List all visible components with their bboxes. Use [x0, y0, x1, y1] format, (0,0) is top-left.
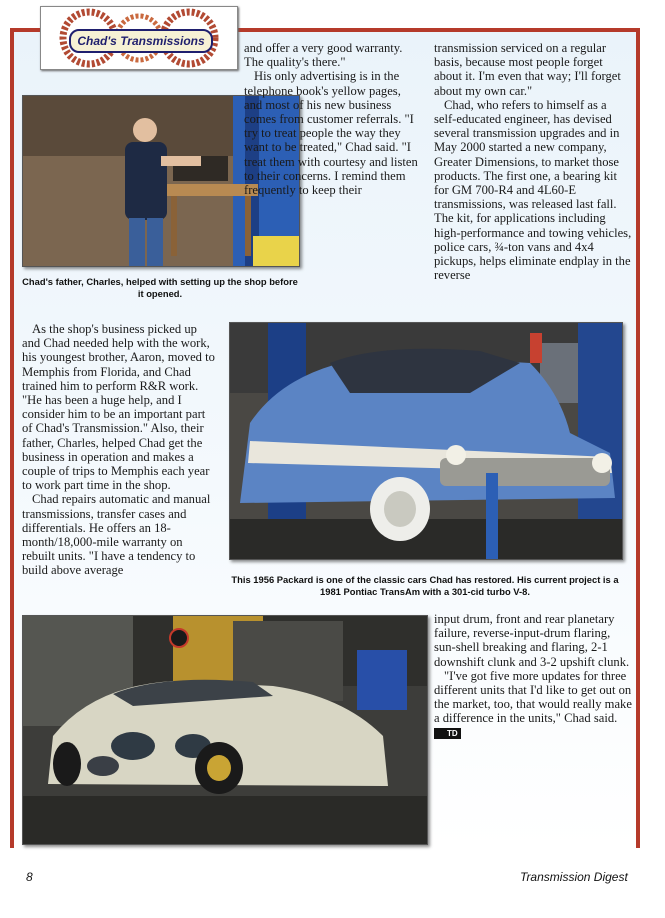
article-column-bottom-right [434, 612, 632, 740]
photo-transam [22, 615, 428, 845]
photo-packard [229, 322, 623, 560]
paragraph: and offer a very good warranty. The quality's there." [244, 41, 403, 70]
paragraph: Chad, who refers to himself as a self-educated engineer, has devised several transmission upgrades and in May 2000 started a new company, Greater Dimensions, to market those products. The first one, a bearing kit for GM 700-R4 and 4L60-E transmissions, was released last fall. The kit, for applications including high-performance and towing vehicles, police cars, ¾-ton vans and 4x4 pickups, helps eliminate endplay in the reverse [434, 97, 632, 283]
article-column-left [22, 322, 218, 578]
paragraph: As the shop's business picked up and Chad needed help with the work, his youngest brother, Aaron, moved to Memphis from Florida, and Chad trained him to perform R&R work. "He has been a huge help, and I consider him to be an important part of Chad's Transmission." Also, their father, Charles, helped Chad get the business in operation and makes a couple of trips to Memphis each year to work part time in the shop. [22, 322, 215, 493]
publication-name: Transmission Digest [520, 870, 628, 884]
transam-car-illustration [23, 616, 427, 844]
packard-car-illustration [230, 323, 622, 559]
paragraph [434, 669, 632, 740]
paragraph: transmission serviced on a regular basis, because most people forget about it. I'm even that way; I'll forget about my own car." [434, 41, 621, 98]
chads-transmissions-logo [40, 6, 238, 70]
paragraph: input drum, front and rear planetary failure, reverse-input-drum flaring, sun-shell breaking and flaring, 2-1 downshift clunk and 3-2 upshift clunk. [434, 612, 630, 669]
logo-text: Chad's Transmissions [69, 29, 213, 53]
frame-border-right [636, 28, 640, 848]
caption-father: Chad's father, Charles, helped with setting up the shop before it opened. [22, 276, 298, 299]
end-mark: TD [434, 728, 461, 739]
article-column-top-middle [244, 41, 422, 197]
paragraph: Chad repairs automatic and manual transmissions, transfer cases and differentials. He offers an 18-month/18,000-mile warranty on rebuilt units. "I have a tendency to build above average [22, 492, 211, 578]
frame-border-left [10, 28, 14, 848]
page-number: 8 [26, 870, 33, 884]
caption-packard: This 1956 Packard is one of the classic cars Chad has restored. His current project is a 1981 Pontiac TransAm with a 301-cid turbo V-8. [231, 574, 619, 597]
article-column-top-right [434, 41, 632, 282]
paragraph: His only advertising is in the telephone book's yellow pages, and most of his new business comes from customer referrals. "I try to treat people the way they want to be treated," Chad said. "I treat them with courtesy and listen to their concerns. I remind them frequently to keep their [244, 69, 418, 198]
paragraph-text: "I've got five more updates for three different units that I'd like to get out on the market, too, that would really make a difference in the units," Chad said. [434, 668, 632, 726]
